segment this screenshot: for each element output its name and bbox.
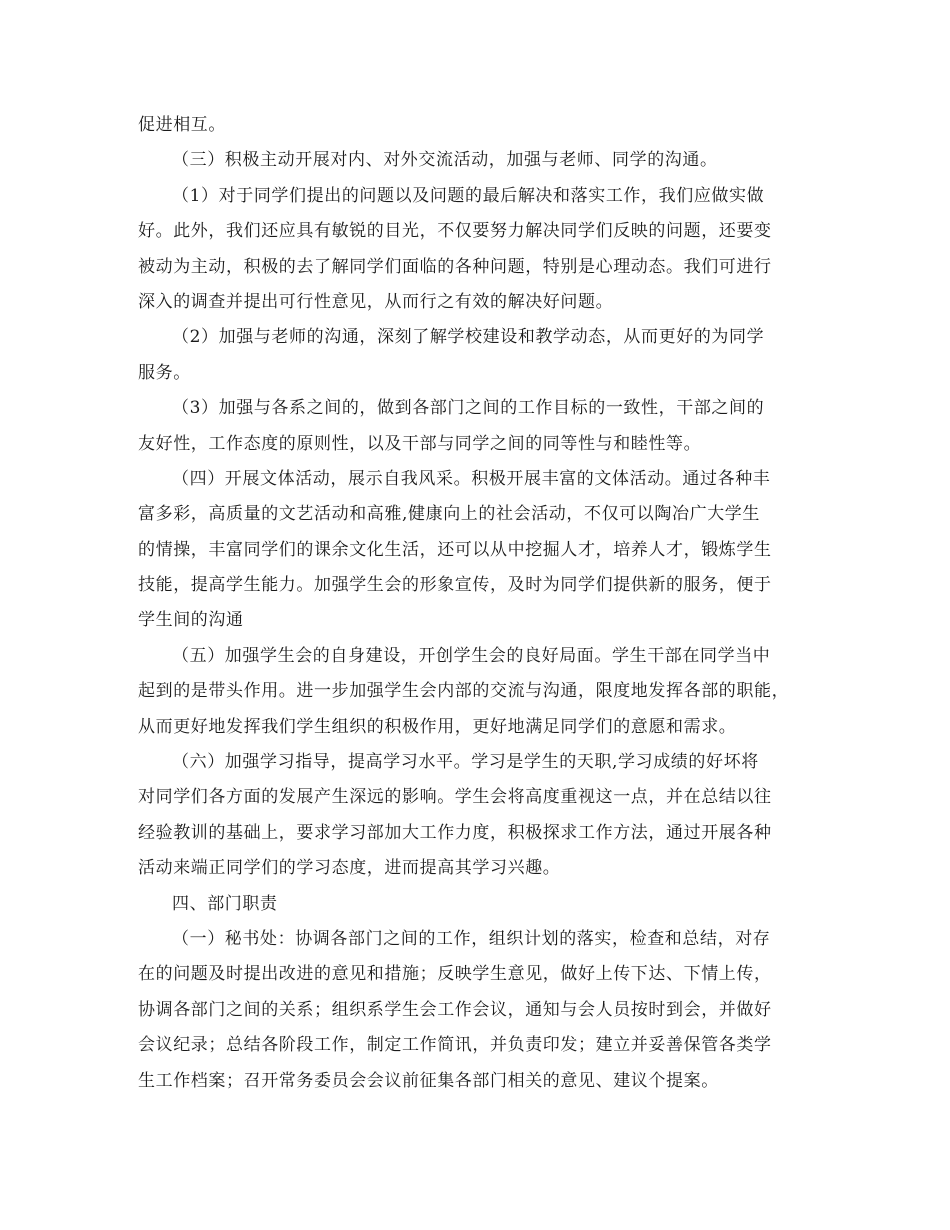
text-line: （四）开展文体活动，展示自我风采。积极开展丰富的文体活动。通过各种丰 — [172, 468, 771, 489]
text-line: 友好性，工作态度的原则性，以及干部与同学之间的同等性与和睦性等。 — [138, 433, 702, 454]
document-body — [138, 108, 810, 1099]
text-line: （一）秘书处：协调各部门之间的工作，组织计划的落实，检查和总结，对存 — [172, 928, 771, 949]
text-line: 好。此外，我们还应具有敏锐的目光，不仅要努力解决同学们反映的问题，还要变 — [138, 221, 772, 242]
text-line: 协调各部门之间的关系；组织系学生会工作会议，通知与会人员按时到会，并做好 — [138, 999, 772, 1020]
text-line: 会议纪录；总结各阶段工作，制定工作简讯，并负责印发；建立并妥善保管各类学 — [138, 1035, 772, 1056]
text-line: （2）加强与老师的沟通，深刻了解学校建设和教学动态，从而更好的为同学 — [172, 327, 765, 348]
text-line: 经验教训的基础上，要求学习部加大工作力度，积极探求工作方法，通过开展各种 — [138, 822, 772, 843]
text-line: 对同学们各方面的发展产生深远的影响。学生会将高度重视这一点，并在总结以往 — [138, 787, 772, 808]
text-line: 技能，提高学生能力。加强学生会的形象宣传，及时为同学们提供新的服务，便于 — [138, 575, 772, 596]
text-line: （六）加强学习指导，提高学习水平。学习是学生的天职,学习成绩的好坏将 — [172, 752, 759, 773]
text-line: （三）积极主动开展对内、对外交流活动，加强与老师、同学的沟通。 — [172, 150, 718, 171]
text-line: 活动来端正同学们的学习态度，进而提高其学习兴趣。 — [138, 858, 561, 879]
text-line: 四、部门职责 — [172, 893, 278, 914]
text-line: （五）加强学生会的自身建设，开创学生会的良好局面。学生干部在同学当中 — [172, 645, 771, 666]
text-line: 在的问题及时提出改进的意见和措施；反映学生意见，做好上传下达、下情上传， — [138, 964, 772, 985]
text-line: 的情操，丰富同学们的课余文化生活，还可以从中挖掘人才，培养人才，锻炼学生 — [138, 539, 772, 560]
text-line: 被动为主动，积极的去了解同学们面临的各种问题，特别是心理动态。我们可进行 — [138, 256, 772, 277]
text-line: 起到的是带头作用。进一步加强学生会内部的交流与沟通，限度地发挥各部的职能， — [138, 681, 790, 702]
text-line: （3）加强与各系之间的，做到各部门之间的工作目标的一致性，干部之间的 — [172, 398, 765, 419]
text-line: 服务。 — [138, 362, 191, 383]
text-line: 学生间的沟通 — [138, 610, 244, 631]
text-line: 生工作档案；召开常务委员会会议前征集各部门相关的意见、建议个提案。 — [138, 1070, 719, 1091]
text-line: （1）对于同学们提出的问题以及问题的最后解决和落实工作，我们应做实做 — [172, 185, 765, 206]
text-line: 富多彩，高质量的文艺活动和高雅,健康向上的社会活动，不仅可以陶冶广大学生 — [138, 504, 761, 525]
text-line: 促进相互。 — [138, 115, 226, 135]
text-line: 深入的调查并提出可行性意见，从而行之有效的解决好问题。 — [138, 291, 614, 312]
text-line: 从而更好地发挥我们学生组织的积极作用，更好地满足同学们的意愿和需求。 — [138, 716, 737, 737]
